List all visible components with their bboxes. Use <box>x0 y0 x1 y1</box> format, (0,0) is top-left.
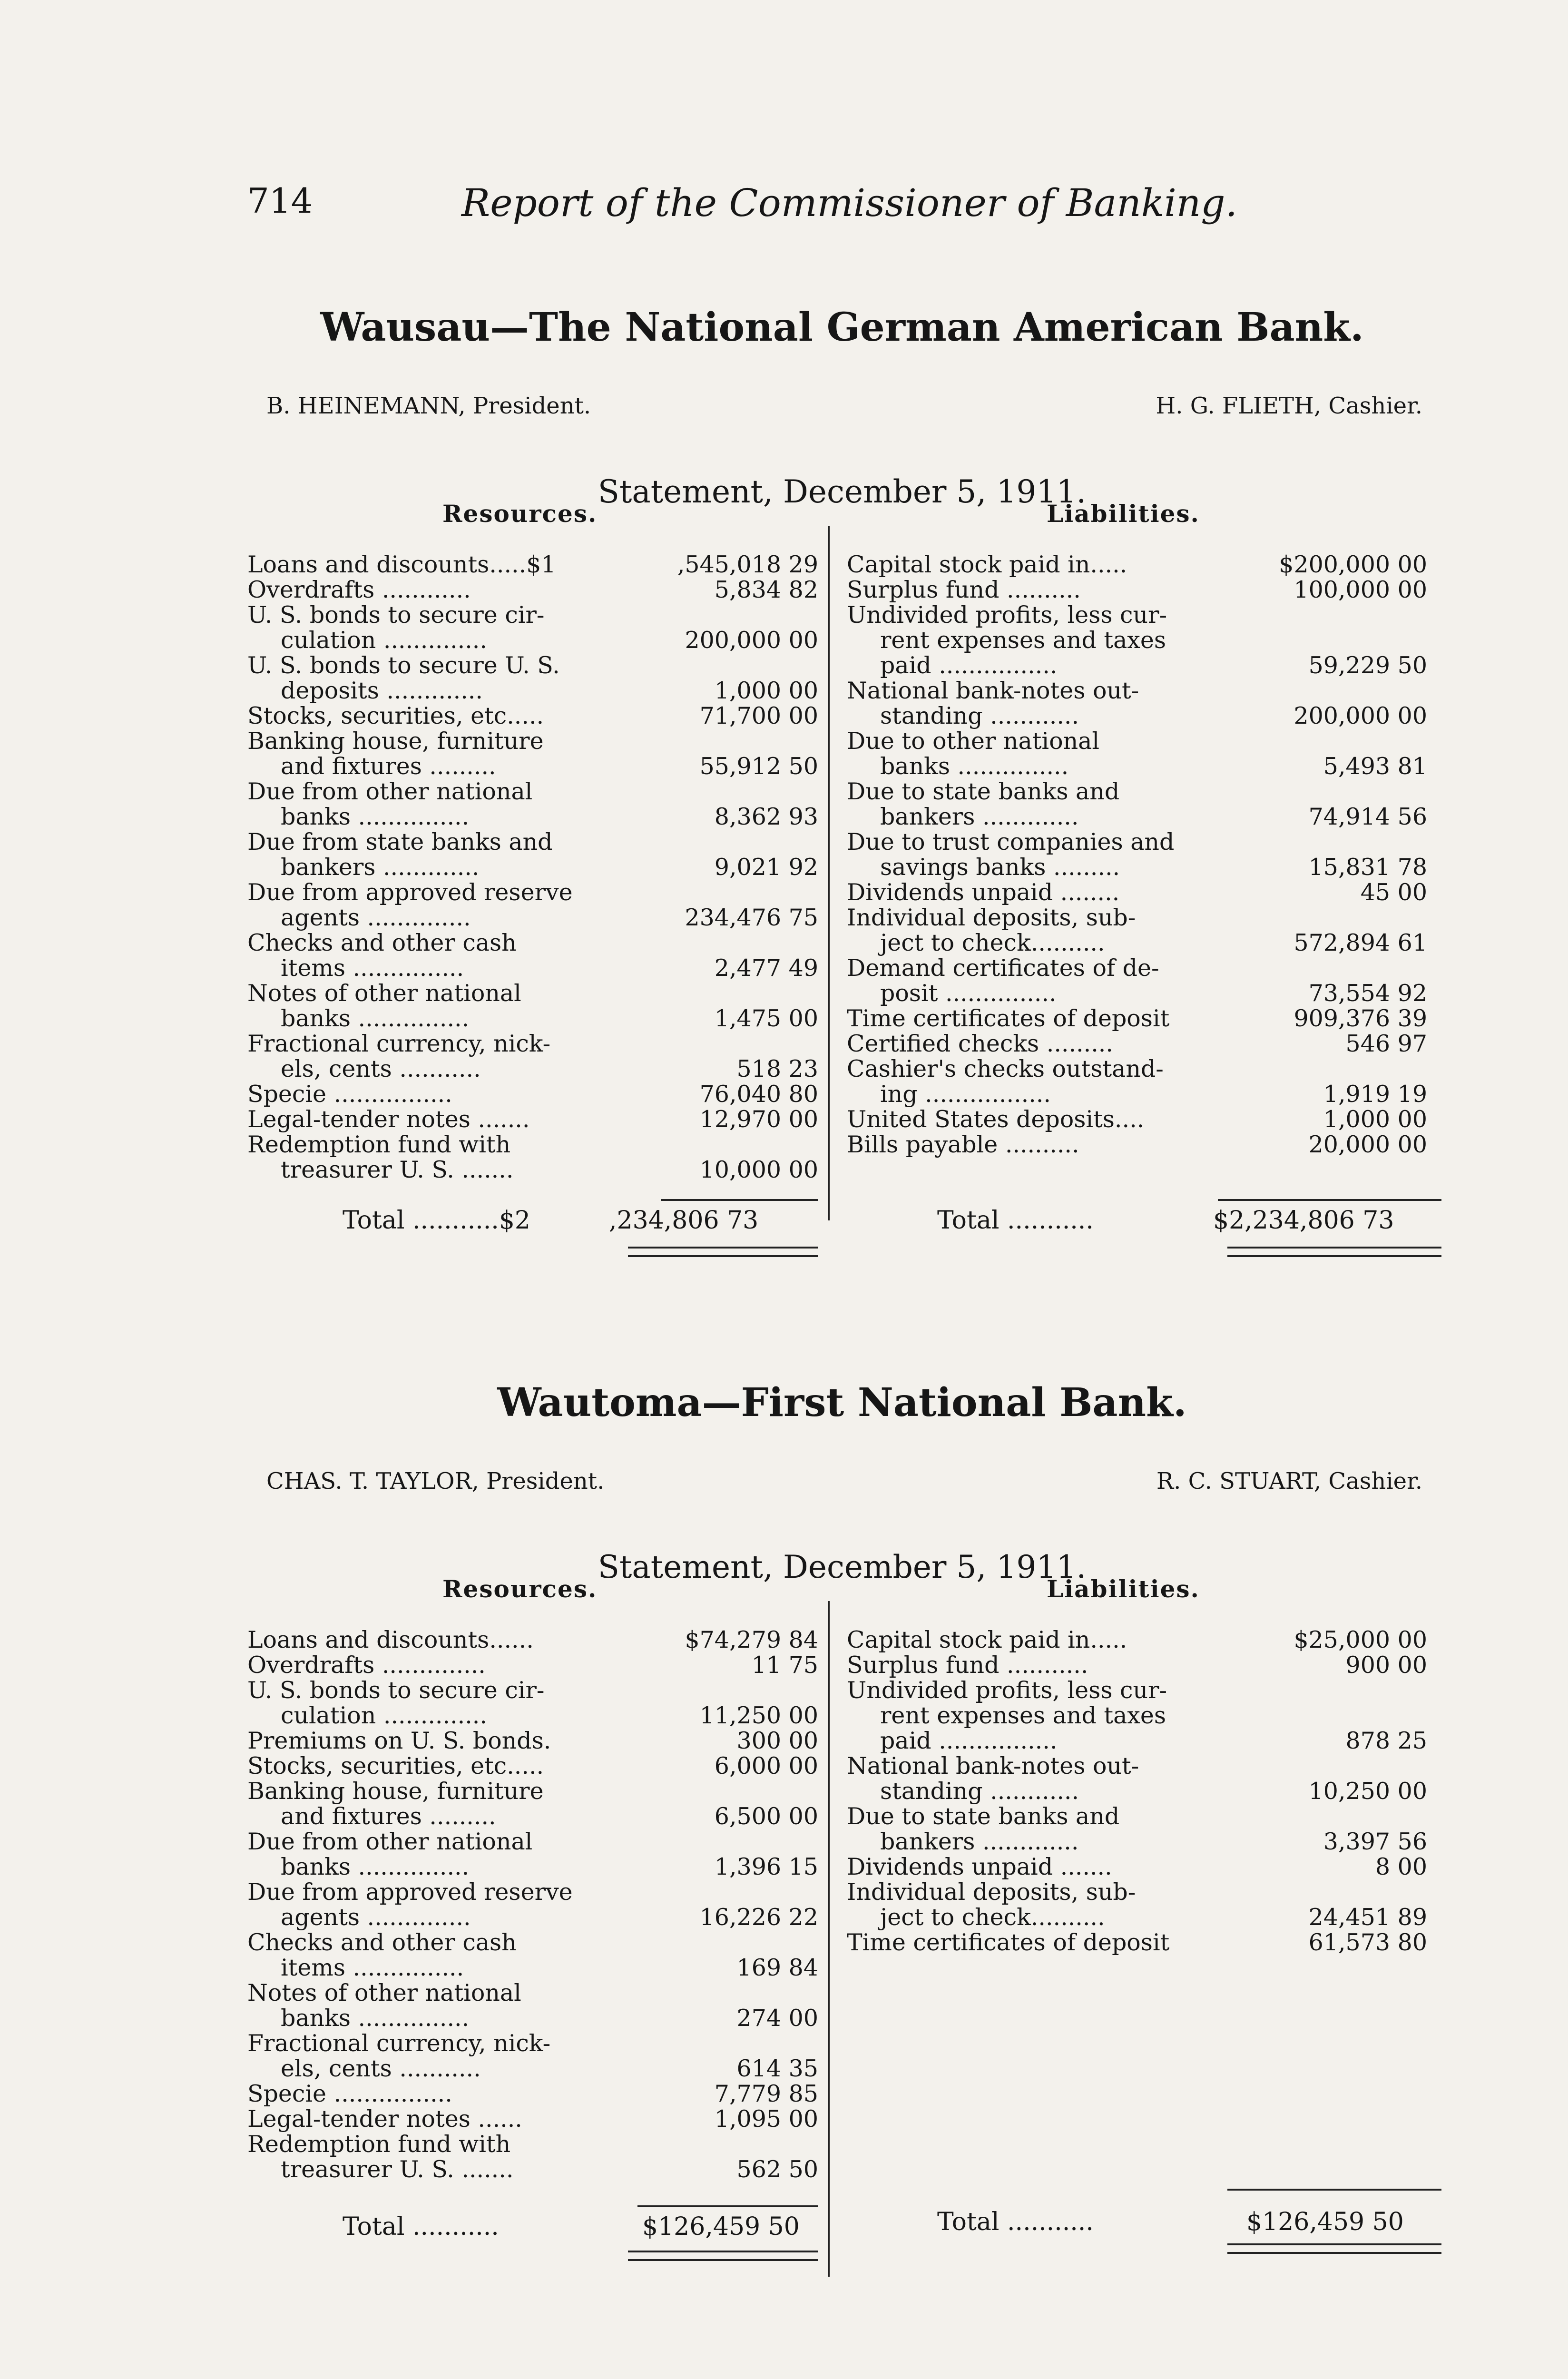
ledger-row <box>247 1980 818 2005</box>
ledger-row <box>247 905 818 930</box>
ledger-row <box>847 880 1432 905</box>
ledger-item-label: savings banks ......... <box>880 854 1120 881</box>
ledger-row <box>847 905 1432 930</box>
ledger-item-label: banks ............... <box>281 1853 470 1880</box>
ledger-item-label: Stocks, securities, etc..... <box>247 702 544 729</box>
ledger-item-label: Due from state banks and <box>247 828 553 855</box>
ledger-row <box>247 628 818 653</box>
ledger-row <box>847 1728 1432 1753</box>
ledger-item-amount: 200,000 00 <box>685 627 818 654</box>
ledger-item-amount: 274 00 <box>736 2005 818 2032</box>
ledger-item-amount: 100,000 00 <box>1294 576 1427 603</box>
ledger-item-amount: 546 97 <box>1345 1030 1427 1057</box>
resources-total: ,234,806 73 <box>609 1206 759 1235</box>
ledger-row <box>847 1829 1432 1854</box>
ledger-item-amount: 200,000 00 <box>1294 702 1427 729</box>
ledger-item-amount: $74,279 84 <box>685 1626 818 1653</box>
ledger-item-label: banks ............... <box>880 753 1069 780</box>
ledger-item-amount: 1,095 00 <box>714 2105 818 2133</box>
ledger-item-label: Surplus fund ........... <box>847 1652 1088 1679</box>
ledger-row <box>247 1905 818 1930</box>
ledger-row <box>847 1056 1432 1081</box>
ledger-item-label: Redemption fund with <box>247 1131 511 1158</box>
ledger-item-label: United States deposits.... <box>847 1106 1145 1133</box>
page-header <box>247 181 1437 228</box>
ledger-item-amount: 74,914 56 <box>1308 803 1427 830</box>
ledger-row <box>847 754 1432 779</box>
ledger-item-label: els, cents ........... <box>281 2055 481 2082</box>
ledger-item-amount: 16,226 22 <box>699 1904 818 1931</box>
ledger-row <box>247 552 818 577</box>
ledger-item-label: Redemption fund with <box>247 2131 511 2158</box>
ledger-item-label: treasurer U. S. ....... <box>281 2156 514 2183</box>
ledger-row <box>247 779 818 804</box>
ledger-item-amount: 24,451 89 <box>1308 1904 1427 1931</box>
ledger-item-amount: 76,040 80 <box>699 1081 818 1108</box>
liabilities-heading: Liabilities. <box>1047 1575 1200 1603</box>
ledger-item-label: Due from approved reserve <box>247 1878 573 1906</box>
ledger-row <box>247 1652 818 1678</box>
bank-title: Wautoma—First National Bank. <box>497 1380 1187 1425</box>
ledger-row <box>847 981 1432 1006</box>
ledger-item-amount: 11,250 00 <box>699 1702 818 1729</box>
ledger-item-label: ject to check.......... <box>880 929 1105 956</box>
ledger-item-amount: 73,554 92 <box>1308 980 1427 1007</box>
ledger-row <box>247 1703 818 1728</box>
ledger-row <box>247 678 818 703</box>
liabilities-total: $126,459 50 <box>1246 2208 1404 2236</box>
ledger-item-label: Stocks, securities, etc..... <box>247 1752 544 1779</box>
ledger-item-label: Surplus fund .......... <box>847 576 1081 603</box>
ledger-item-label: treasurer U. S. ....... <box>281 1156 514 1183</box>
ledger-item-amount: 1,475 00 <box>714 1005 818 1032</box>
ledger-item-label: Demand certificates of de- <box>847 954 1159 982</box>
ledger-item-amount: 1,000 00 <box>714 677 818 704</box>
ledger-row <box>847 1779 1432 1804</box>
ledger-item-amount: 11 75 <box>751 1652 818 1679</box>
ledger-row <box>847 577 1432 602</box>
ledger-item-label: bankers ............. <box>281 854 480 881</box>
liabilities-heading: Liabilities. <box>1047 500 1200 528</box>
ledger-row <box>847 1804 1432 1829</box>
ledger-item-amount: 169 84 <box>736 1954 818 1981</box>
ledger-row <box>847 1627 1432 1652</box>
ledger-item-amount: 3,397 56 <box>1323 1828 1427 1855</box>
total-rule <box>1227 2189 1441 2191</box>
ledger-row <box>247 829 818 855</box>
ledger-row <box>847 1703 1432 1728</box>
ledger-item-amount: 909,376 39 <box>1294 1005 1427 1032</box>
ledger-item-label: Due to state banks and <box>847 1803 1120 1830</box>
ledger-item-label: bankers ............. <box>880 1828 1079 1855</box>
ledger-row <box>247 653 818 678</box>
ledger-item-amount: 9,021 92 <box>714 854 818 881</box>
ledger-item-amount: 2,477 49 <box>714 954 818 982</box>
resources-list <box>247 552 818 1182</box>
liabilities-list <box>847 552 1432 1157</box>
ledger-item-label: bankers ............. <box>880 803 1079 830</box>
ledger-row <box>247 955 818 981</box>
ledger-item-amount: 878 25 <box>1345 1727 1427 1754</box>
ledger-item-label: Time certificates of deposit <box>847 1929 1170 1956</box>
ledger-row <box>247 2132 818 2157</box>
ledger-item-label: Loans and discounts.....$1 <box>247 551 556 578</box>
ledger-item-label: Checks and other cash <box>247 1929 517 1956</box>
ledger-row <box>847 1753 1432 1779</box>
ledger-item-label: agents .............. <box>281 1904 471 1931</box>
ledger-row <box>247 602 818 628</box>
ledger-row <box>247 1829 818 1854</box>
ledger-row <box>247 1955 818 1980</box>
ledger-item-label: Due from approved reserve <box>247 879 573 906</box>
ledger-item-label: Notes of other national <box>247 980 521 1007</box>
ledger-row <box>847 1081 1432 1107</box>
ledger-item-label: Individual deposits, sub- <box>847 1878 1136 1906</box>
double-rule <box>628 2251 818 2261</box>
ledger-row <box>247 930 818 955</box>
liabilities-total-label: Total ........... <box>937 2208 1094 2236</box>
ledger-item-amount: 45 00 <box>1360 879 1427 906</box>
ledger-item-amount: 900 00 <box>1345 1652 1427 1679</box>
ledger-row <box>247 880 818 905</box>
ledger-item-amount: 59,229 50 <box>1308 652 1427 679</box>
ledger-row <box>247 2106 818 2132</box>
bank-statement-wausau <box>243 305 1441 1289</box>
ledger-item-amount: 55,912 50 <box>699 753 818 780</box>
ledger-item-label: els, cents ........... <box>281 1055 481 1082</box>
ledger-item-label: Premiums on U. S. bonds. <box>247 1727 551 1754</box>
ledger-item-amount: 5,493 81 <box>1323 753 1427 780</box>
ledger-row <box>247 1157 818 1182</box>
ledger-row <box>847 678 1432 703</box>
ledger-row <box>247 577 818 602</box>
ledger-row <box>847 628 1432 653</box>
ledger-row <box>247 1779 818 1804</box>
resources-heading: Resources. <box>442 500 598 528</box>
ledger-item-label: Banking house, furniture <box>247 1778 544 1805</box>
ledger-row <box>247 1132 818 1157</box>
ledger-item-amount: 5,834 82 <box>714 576 818 603</box>
ledger-item-label: Dividends unpaid ........ <box>847 879 1120 906</box>
ledger-row <box>247 1678 818 1703</box>
column-divider <box>828 526 830 1220</box>
ledger-item-label: and fixtures ......... <box>281 1803 496 1830</box>
ledger-row <box>247 2005 818 2031</box>
ledger-item-label: Fractional currency, nick- <box>247 1030 551 1057</box>
ledger-item-label: standing ............ <box>880 1778 1079 1805</box>
ledger-item-label: paid ................ <box>880 652 1058 679</box>
ledger-row <box>247 1056 818 1081</box>
ledger-item-label: Notes of other national <box>247 1979 521 2006</box>
ledger-item-label: Legal-tender notes ...... <box>247 2105 522 2133</box>
president-name: CHAS. T. TAYLOR, President. <box>266 1468 605 1494</box>
ledger-item-label: Overdrafts .............. <box>247 1652 486 1679</box>
president-name: B. HEINEMANN, President. <box>266 393 591 419</box>
ledger-row <box>247 804 818 829</box>
ledger-item-label: and fixtures ......... <box>281 753 496 780</box>
ledger-item-label: Capital stock paid in..... <box>847 1626 1127 1653</box>
ledger-row <box>247 1930 818 1955</box>
ledger-item-label: culation .............. <box>281 1702 487 1729</box>
ledger-row <box>847 829 1432 855</box>
ledger-item-label: banks ............... <box>281 1005 470 1032</box>
resources-total: $126,459 50 <box>642 2212 800 2241</box>
ledger-row <box>847 1678 1432 1703</box>
ledger-item-label: Certified checks ......... <box>847 1030 1113 1057</box>
ledger-item-amount: 8,362 93 <box>714 803 818 830</box>
bank-title: Wausau—The National German American Bank. <box>320 305 1364 350</box>
double-rule <box>1227 1247 1441 1257</box>
ledger-row <box>247 1753 818 1779</box>
double-rule <box>628 1247 818 1257</box>
ledger-item-label: Due to trust companies and <box>847 828 1175 855</box>
ledger-row <box>847 779 1432 804</box>
ledger-item-label: Checks and other cash <box>247 929 517 956</box>
ledger-item-label: Banking house, furniture <box>247 727 544 755</box>
ledger-item-label: Due to state banks and <box>847 778 1120 805</box>
ledger-item-amount: 61,573 80 <box>1308 1929 1427 1956</box>
ledger-row <box>247 981 818 1006</box>
ledger-item-label: ject to check.......... <box>880 1904 1105 1931</box>
ledger-row <box>247 703 818 728</box>
ledger-row <box>247 2157 818 2182</box>
ledger-row <box>247 1006 818 1031</box>
ledger-item-label: posit ............... <box>880 980 1057 1007</box>
ledger-item-label: Due from other national <box>247 778 533 805</box>
ledger-row <box>847 1031 1432 1056</box>
cashier-name: H. G. FLIETH, Cashier. <box>1156 393 1422 419</box>
ledger-row <box>847 602 1432 628</box>
column-divider <box>828 1601 830 2277</box>
resources-heading: Resources. <box>442 1575 598 1603</box>
ledger-item-label: banks ............... <box>281 2005 470 2032</box>
resources-list <box>247 1627 818 2182</box>
ledger-row <box>847 552 1432 577</box>
statement-date: Statement, December 5, 1911. <box>598 473 1087 510</box>
ledger-row <box>247 1728 818 1753</box>
ledger-item-amount: 518 23 <box>736 1055 818 1082</box>
ledger-row <box>847 1006 1432 1031</box>
ledger-row <box>247 728 818 754</box>
ledger-item-amount: 1,000 00 <box>1323 1106 1427 1133</box>
ledger-item-label: Specie ................ <box>247 2080 452 2107</box>
ledger-item-label: Undivided profits, less cur- <box>847 1677 1167 1704</box>
ledger-item-label: National bank-notes out- <box>847 677 1139 704</box>
ledger-item-label: banks ............... <box>281 803 470 830</box>
total-rule <box>661 1199 818 1201</box>
liabilities-list <box>847 1627 1432 1955</box>
ledger-item-amount: 20,000 00 <box>1308 1131 1427 1158</box>
resources-total-label: Total ...........$2 <box>343 1206 531 1235</box>
ledger-item-amount: 562 50 <box>736 2156 818 2183</box>
ledger-item-label: Loans and discounts...... <box>247 1626 534 1653</box>
ledger-item-label: deposits ............. <box>281 677 483 704</box>
double-rule <box>1227 2243 1441 2254</box>
ledger-item-label: U. S. bonds to secure cir- <box>247 601 545 629</box>
liabilities-total-label: Total ........... <box>937 1206 1094 1235</box>
ledger-item-label: ing ................. <box>880 1081 1051 1108</box>
ledger-item-label: Legal-tender notes ....... <box>247 1106 530 1133</box>
ledger-item-label: paid ................ <box>880 1727 1058 1754</box>
ledger-row <box>847 804 1432 829</box>
liabilities-total: $2,234,806 73 <box>1213 1206 1394 1235</box>
ledger-row <box>847 1854 1432 1879</box>
ledger-item-label: Overdrafts ............ <box>247 576 471 603</box>
bank-statement-wautoma <box>243 1380 1441 2322</box>
ledger-row <box>847 1107 1432 1132</box>
ledger-row <box>847 1132 1432 1157</box>
ledger-item-label: National bank-notes out- <box>847 1752 1139 1779</box>
ledger-item-label: Undivided profits, less cur- <box>847 601 1167 629</box>
ledger-row <box>847 728 1432 754</box>
ledger-item-amount: 8 00 <box>1375 1853 1427 1880</box>
ledger-item-amount: 10,000 00 <box>699 1156 818 1183</box>
ledger-row <box>247 1804 818 1829</box>
ledger-row <box>247 1031 818 1056</box>
page-number: 714 <box>247 181 313 221</box>
ledger-item-label: Specie ................ <box>247 1081 452 1108</box>
ledger-row <box>247 1627 818 1652</box>
ledger-row <box>847 1652 1432 1678</box>
running-title: Report of the Commissioner of Banking. <box>461 181 1237 225</box>
ledger-item-amount: $25,000 00 <box>1294 1626 1427 1653</box>
ledger-item-amount: 10,250 00 <box>1308 1778 1427 1805</box>
ledger-row <box>847 1930 1432 1955</box>
ledger-item-amount: 6,500 00 <box>714 1803 818 1830</box>
ledger-item-label: agents .............. <box>281 904 471 931</box>
ledger-item-label: Individual deposits, sub- <box>847 904 1136 931</box>
ledger-item-label: rent expenses and taxes <box>880 627 1166 654</box>
ledger-item-amount: 572,894 61 <box>1294 929 1427 956</box>
ledger-item-amount: 234,476 75 <box>685 904 818 931</box>
ledger-item-amount: 300 00 <box>736 1727 818 1754</box>
ledger-row <box>847 955 1432 981</box>
ledger-row <box>847 1879 1432 1905</box>
ledger-item-label: Capital stock paid in..... <box>847 551 1127 578</box>
total-rule <box>1218 1199 1441 1201</box>
ledger-row <box>247 2081 818 2106</box>
ledger-item-label: U. S. bonds to secure cir- <box>247 1677 545 1704</box>
ledger-item-amount: 1,919 19 <box>1323 1081 1427 1108</box>
ledger-row <box>847 703 1432 728</box>
ledger-row <box>847 855 1432 880</box>
ledger-row <box>247 1879 818 1905</box>
total-rule <box>637 2205 818 2207</box>
ledger-row <box>247 2031 818 2056</box>
statement-date: Statement, December 5, 1911. <box>598 1549 1087 1585</box>
ledger-item-label: Time certificates of deposit <box>847 1005 1170 1032</box>
ledger-item-label: Due to other national <box>847 727 1100 755</box>
ledger-row <box>247 1854 818 1879</box>
ledger-row <box>247 855 818 880</box>
ledger-item-label: rent expenses and taxes <box>880 1702 1166 1729</box>
ledger-item-label: Dividends unpaid ....... <box>847 1853 1112 1880</box>
ledger-item-label: standing ............ <box>880 702 1079 729</box>
ledger-row <box>847 653 1432 678</box>
ledger-row <box>247 1081 818 1107</box>
ledger-item-label: items ............... <box>281 1954 464 1981</box>
ledger-row <box>247 2056 818 2081</box>
ledger-item-amount: 7,779 85 <box>714 2080 818 2107</box>
ledger-item-amount: $200,000 00 <box>1279 551 1427 578</box>
ledger-item-amount: ,545,018 29 <box>677 551 818 578</box>
ledger-item-amount: 15,831 78 <box>1308 854 1427 881</box>
cashier-name: R. C. STUART, Cashier. <box>1156 1468 1422 1494</box>
ledger-item-label: culation .............. <box>281 627 487 654</box>
ledger-row <box>847 930 1432 955</box>
ledger-item-amount: 12,970 00 <box>699 1106 818 1133</box>
ledger-item-amount: 614 35 <box>736 2055 818 2082</box>
ledger-item-label: Bills payable .......... <box>847 1131 1079 1158</box>
ledger-item-label: items ............... <box>281 954 464 982</box>
ledger-row <box>247 754 818 779</box>
ledger-item-label: Due from other national <box>247 1828 533 1855</box>
ledger-item-amount: 1,396 15 <box>714 1853 818 1880</box>
ledger-row <box>247 1107 818 1132</box>
ledger-row <box>847 1905 1432 1930</box>
ledger-item-label: Cashier's checks outstand- <box>847 1055 1164 1082</box>
ledger-item-amount: 6,000 00 <box>714 1752 818 1779</box>
ledger-item-label: Fractional currency, nick- <box>247 2030 551 2057</box>
ledger-item-label: U. S. bonds to secure U. S. <box>247 652 560 679</box>
resources-total-label: Total ........... <box>343 2212 499 2241</box>
ledger-item-amount: 71,700 00 <box>699 702 818 729</box>
